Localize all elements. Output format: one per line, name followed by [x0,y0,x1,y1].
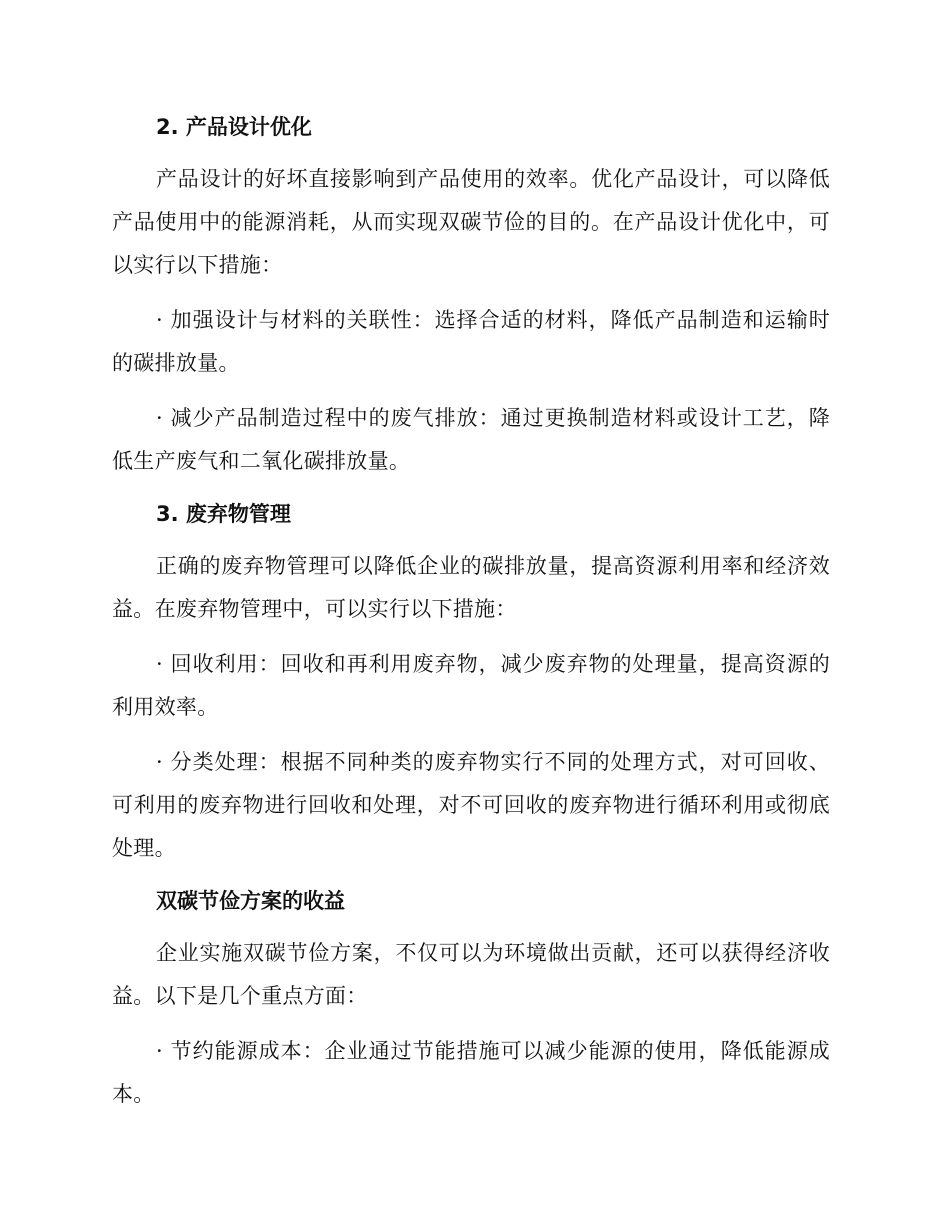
section-heading: 3. 废弃物管理 [156,502,291,526]
bullet-item: · 分类处理：根据不同种类的废弃物实行不同的处理方式，对可回收、可利用的废弃物进行回收和处理，对不可回收的废弃物进行循环利用或彻底处理。 [112,750,830,860]
document-body [112,108,830,1116]
paragraph: 正确的废弃物管理可以降低企业的碳排放量，提高资源利用率和经济效益。在废弃物管理中，可以实行以下措施： [112,554,830,621]
bullet-item: · 减少产品制造过程中的废气排放：通过更换制造材料或设计工艺，降低生产废气和二氧化碳排放量。 [112,406,830,473]
section-benefits [112,882,830,1116]
paragraph: 产品设计的好坏直接影响到产品使用的效率。优化产品设计，可以降低产品使用中的能源消耗，从而实现双碳节俭的目的。在产品设计优化中，可以实行以下措施： [112,167,830,277]
section-heading: 2. 产品设计优化 [156,115,312,139]
paragraph: 企业实施双碳节俭方案，不仅可以为环境做出贡献，还可以获得经济收益。以下是几个重点方面： [112,941,830,1008]
bullet-item: · 回收利用：回收和再利用废弃物，减少废弃物的处理量，提高资源的利用效率。 [112,652,830,719]
bullet-item: · 节约能源成本：企业通过节能措施可以减少能源的使用，降低能源成本。 [112,1039,830,1106]
section-product-design [112,108,830,495]
section-heading: 双碳节俭方案的收益 [156,889,345,913]
section-waste-management [112,495,830,882]
bullet-item: · 加强设计与材料的关联性：选择合适的材料，降低产品制造和运输时的碳排放量。 [112,308,830,375]
